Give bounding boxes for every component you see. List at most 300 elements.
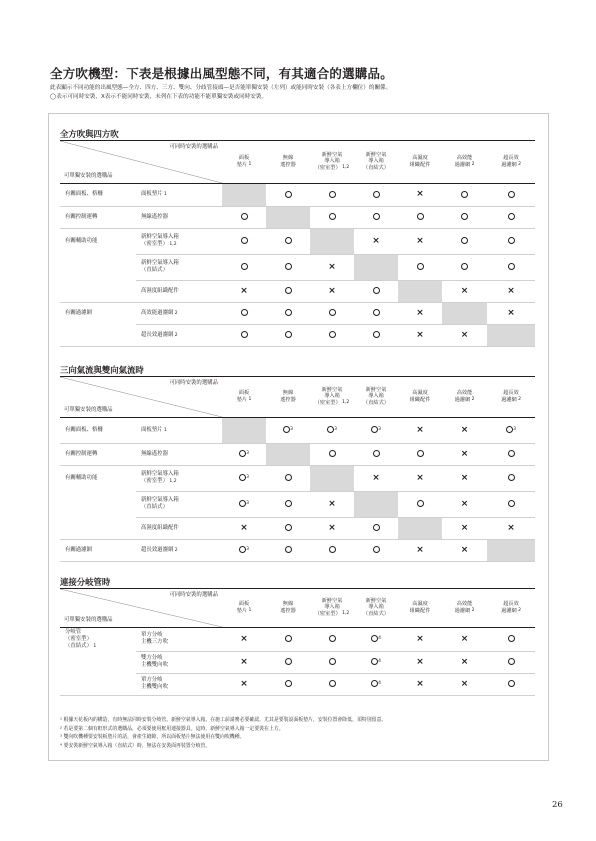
circle-mark — [285, 524, 292, 531]
column-header-line: 新鮮空氣 — [365, 151, 387, 158]
row-item-line: 單方分岐 — [141, 677, 163, 683]
table-row — [60, 302, 535, 324]
row-group-line: 有關控制運轉 — [65, 450, 98, 457]
row-item-label — [136, 517, 222, 539]
compat-table — [60, 141, 535, 347]
table-row — [60, 517, 535, 539]
row-item-label — [136, 302, 222, 324]
compat-cell — [310, 324, 354, 346]
circle-mark — [285, 309, 292, 316]
cross-mark: × — [460, 522, 469, 533]
compat-cell — [487, 417, 535, 443]
compat-cell — [266, 673, 310, 695]
compat-cell — [442, 443, 487, 465]
row-item-line: 超長效過濾網 — [141, 331, 174, 338]
compat-cell — [442, 491, 487, 517]
circle-mark — [285, 680, 292, 687]
compat-cell — [442, 517, 487, 539]
column-header — [222, 589, 266, 627]
circle-mark — [373, 213, 380, 220]
section-full-four-way — [60, 128, 535, 347]
column-header — [310, 589, 354, 627]
compat-cell — [222, 302, 266, 324]
superscript: 2 — [173, 547, 178, 553]
compat-cell — [266, 183, 310, 206]
compat-cell — [222, 324, 266, 346]
compat-cell — [487, 302, 535, 324]
cross-mark: × — [507, 522, 515, 533]
column-header-line: 組織配件 — [409, 607, 431, 614]
corner-header — [60, 589, 222, 627]
superscript: 2 — [470, 607, 475, 613]
compat-cell — [398, 183, 442, 206]
compat-cell — [354, 651, 398, 673]
compat-cell — [442, 280, 487, 302]
circle-mark — [241, 263, 248, 270]
circle-mark — [241, 331, 248, 338]
circle-mark — [371, 658, 378, 665]
circle-mark — [508, 474, 515, 481]
column-header-line: 無線 — [282, 155, 294, 162]
section-branch-pipe — [60, 576, 535, 696]
column-header — [222, 141, 266, 183]
circle-mark — [417, 263, 424, 270]
corner-bottom-label: 可單獨安裝的選購品 — [64, 172, 113, 179]
circle-mark — [285, 658, 292, 665]
superscript: 1 — [162, 192, 167, 197]
circle-mark — [329, 450, 336, 457]
column-header — [354, 377, 398, 417]
column-header-line: 導入箱 — [324, 393, 340, 400]
superscript: 2 — [173, 310, 178, 316]
compat-cell — [398, 228, 442, 254]
circle-mark — [283, 426, 290, 433]
table-row — [60, 324, 535, 346]
circle-mark — [285, 331, 292, 338]
column-header — [310, 377, 354, 417]
cross-mark: × — [416, 656, 424, 667]
compat-cell — [487, 206, 535, 228]
row-group-label — [60, 627, 136, 651]
circle-mark — [285, 191, 292, 198]
compat-cell — [442, 206, 487, 228]
table-row — [60, 183, 535, 206]
row-group-label — [60, 280, 136, 302]
superscript: 1,2 — [340, 165, 350, 171]
row-item-label — [136, 627, 222, 651]
compat-cell — [487, 228, 535, 254]
row-group-line: 分岐管 — [65, 628, 82, 635]
circle-mark — [285, 546, 292, 553]
column-header-line: 過濾網 — [454, 607, 471, 614]
compat-cell — [354, 417, 398, 443]
compat-cell — [266, 465, 310, 491]
compat-cell-na — [398, 517, 442, 539]
row-group-line: 有關面板、格柵 — [65, 426, 103, 433]
column-header — [487, 377, 535, 417]
circle-mark — [285, 474, 292, 481]
row-group-line: 有關輔助功能 — [65, 474, 98, 481]
cross-mark: × — [328, 285, 336, 296]
row-item-label — [136, 183, 222, 206]
compat-cell — [310, 651, 354, 673]
compat-cell — [442, 673, 487, 695]
column-header-line: 組織配件 — [409, 161, 431, 168]
compat-cell — [442, 627, 487, 651]
circle-mark — [508, 213, 515, 220]
row-group-line: 有關過濾網 — [65, 309, 92, 316]
compat-cell — [442, 539, 487, 561]
compat-cell — [398, 443, 442, 465]
row-item-line: 新鮮空氣導入箱 — [141, 234, 179, 240]
compat-cell — [266, 539, 310, 561]
column-header-line: （直結式） — [363, 400, 389, 407]
column-header — [398, 141, 442, 183]
row-group-line: 有關面板、格柵 — [65, 191, 103, 197]
column-header-line: 高效能 — [456, 155, 473, 162]
row-group-label — [60, 206, 136, 228]
column-header — [398, 377, 442, 417]
superscript: 1 — [247, 607, 252, 613]
circle-mark — [508, 450, 515, 457]
circle-mark — [329, 191, 336, 198]
column-header-line: 無線 — [282, 390, 294, 397]
cross-mark: × — [416, 424, 424, 435]
column-header-line: 導入箱 — [368, 393, 384, 400]
column-header-line: 高濕度 — [412, 155, 428, 162]
table-row — [60, 417, 535, 443]
column-header-line: 超長效 — [503, 155, 519, 162]
cross-mark: × — [416, 235, 424, 246]
column-header-line: 導入箱 — [324, 604, 340, 611]
cross-mark: × — [460, 678, 469, 689]
circle-mark — [461, 237, 468, 244]
compat-cell — [398, 651, 442, 673]
circle-mark — [285, 500, 292, 507]
compat-cell — [487, 465, 535, 491]
column-header — [266, 141, 310, 183]
superscript: 3 — [290, 427, 293, 432]
section-title: 全方吹與四方吹 — [60, 128, 535, 141]
compat-cell-na — [398, 280, 442, 302]
cross-mark: × — [507, 285, 515, 296]
superscript: 4 — [378, 681, 381, 686]
row-group-label — [60, 539, 136, 561]
circle-mark — [508, 191, 515, 198]
circle-mark — [371, 680, 378, 687]
row-item-line: 無線遙控器 — [141, 450, 168, 457]
circle-mark — [285, 263, 292, 270]
compat-cell-na — [310, 228, 354, 254]
circle-mark — [241, 213, 248, 220]
compat-cell — [442, 254, 487, 280]
superscript: 3 — [246, 547, 249, 552]
compat-cell — [398, 491, 442, 517]
row-group-line: （直結式） — [65, 642, 92, 649]
circle-mark — [373, 524, 380, 531]
circle-mark — [417, 213, 424, 220]
compat-cell — [266, 651, 310, 673]
circle-mark — [239, 500, 246, 507]
cross-mark: × — [416, 329, 424, 340]
compat-cell — [266, 491, 310, 517]
column-header-line: 過濾網 — [501, 161, 517, 168]
column-header-line: 組織配件 — [409, 396, 431, 403]
row-item-label — [136, 673, 222, 695]
circle-mark — [239, 450, 246, 457]
compat-cell — [310, 491, 354, 517]
circle-mark — [241, 309, 248, 316]
page-title: 全方吹機型：下表是根據出風型態不同，有其適合的選購品。 — [50, 66, 393, 81]
circle-mark — [239, 474, 246, 481]
compat-cell — [354, 206, 398, 228]
column-header-line: 新鮮空氣 — [321, 386, 343, 393]
superscript: 1 — [162, 427, 167, 433]
compat-cell — [354, 228, 398, 254]
compat-cell — [222, 491, 266, 517]
cross-mark: × — [416, 633, 424, 644]
compat-cell — [266, 254, 310, 280]
circle-mark — [285, 635, 292, 642]
compat-cell — [310, 539, 354, 561]
column-header-line: （密室型） — [314, 611, 341, 618]
column-header-line: （直結式） — [363, 165, 389, 172]
footnotes — [60, 716, 530, 750]
compat-cell — [398, 302, 442, 324]
cross-mark: × — [416, 544, 424, 555]
compat-cell — [310, 254, 354, 280]
page-number: 26 — [552, 800, 563, 810]
compat-cell — [222, 254, 266, 280]
column-header-line: 新鮮空氣 — [321, 597, 343, 604]
row-group-label — [60, 443, 136, 465]
compat-cell — [398, 627, 442, 651]
column-header-line: （密室型） — [314, 165, 341, 172]
superscript: 3 — [246, 451, 249, 456]
footnote: ² 若是要第二個有框形式的選購品，必須要使用框用連接器具。這時，新鮮空氣導入箱一定要裝在上方。 — [60, 725, 284, 732]
circle-mark — [461, 213, 468, 220]
row-item-label — [136, 206, 222, 228]
column-header-line: （密室型） — [314, 400, 341, 407]
circle-mark — [373, 309, 380, 316]
circle-mark — [506, 426, 513, 433]
row-group-label — [60, 302, 136, 324]
column-header-line: 超長效 — [503, 601, 519, 608]
compat-cell — [310, 673, 354, 695]
column-header — [266, 377, 310, 417]
row-item-line: 面板墊片 — [141, 191, 163, 197]
compat-cell — [354, 465, 398, 491]
compat-cell — [222, 228, 266, 254]
column-header-line: 高效能 — [456, 390, 473, 397]
column-header-line: 墊片 — [236, 396, 248, 403]
column-header-line: 無線 — [282, 601, 294, 608]
circle-mark — [371, 635, 378, 642]
column-header-line: 高效能 — [456, 601, 473, 608]
column-header-line: 面板 — [238, 390, 250, 397]
cross-mark: × — [507, 307, 515, 318]
circle-mark — [371, 426, 378, 433]
compat-cell — [310, 417, 354, 443]
row-group-label — [60, 324, 136, 346]
compat-cell — [222, 673, 266, 695]
cross-mark: × — [416, 472, 424, 483]
corner-header — [60, 141, 222, 183]
row-group-label — [60, 491, 136, 517]
compat-cell — [310, 517, 354, 539]
row-item-line: 超長效過濾網 — [141, 546, 174, 553]
superscript: 4 — [378, 636, 381, 641]
row-item-line: 主機雙向吹 — [141, 684, 168, 690]
cross-mark: × — [240, 285, 248, 296]
compat-cell — [222, 517, 266, 539]
column-header-line: 高濕度 — [412, 601, 428, 608]
compat-cell — [310, 183, 354, 206]
circle-mark — [461, 191, 468, 198]
table-row — [60, 206, 535, 228]
circle-mark — [329, 635, 336, 642]
compat-cell — [354, 443, 398, 465]
column-header-line: 超長效 — [503, 390, 519, 397]
circle-mark — [461, 263, 468, 270]
compat-cell-na — [222, 183, 266, 206]
compat-cell — [442, 183, 487, 206]
column-header-line: 過濾網 — [454, 396, 471, 403]
column-header — [442, 141, 487, 183]
column-header — [266, 589, 310, 627]
circle-mark — [373, 191, 380, 198]
row-item-line: 面板墊片 — [141, 426, 163, 433]
circle-mark — [417, 500, 424, 507]
footnote: ³ 雙向吹機種要安裝板墊片的話，會產生縫隙，所以面板墊片無法使用在雙向吹機種。 — [60, 734, 245, 740]
table-row — [60, 627, 535, 651]
compat-cell-na — [266, 206, 310, 228]
intro-line: ◯表示可同時安裝，X表示不能同時安裝，未列在下表的功能不能單獨安裝或同時安裝。 — [50, 93, 268, 100]
circle-mark — [329, 546, 336, 553]
superscript: 3 — [378, 427, 381, 432]
compat-cell — [354, 324, 398, 346]
compat-cell — [310, 443, 354, 465]
header-row — [60, 377, 535, 417]
column-header-line: 過濾網 — [501, 607, 517, 614]
row-group-label — [60, 465, 136, 491]
row-group-line: 有關過濾網 — [65, 546, 92, 553]
circle-mark — [329, 331, 336, 338]
compat-cell — [310, 206, 354, 228]
column-header — [398, 589, 442, 627]
cross-mark: × — [460, 329, 469, 340]
table-row — [60, 280, 535, 302]
compat-cell — [487, 627, 535, 651]
cross-mark: × — [328, 261, 336, 272]
row-item-line: 主機雙向吹 — [141, 662, 168, 668]
compat-cell-na — [310, 465, 354, 491]
superscript: 4 — [378, 659, 381, 664]
compat-cell — [398, 254, 442, 280]
superscript: 1,2 — [167, 242, 177, 247]
superscript: 3 — [246, 501, 249, 506]
compat-cell — [266, 324, 310, 346]
compat-cell — [398, 673, 442, 695]
column-header — [354, 141, 398, 183]
compat-cell-na — [354, 254, 398, 280]
row-group-line: 有關控制運轉 — [65, 213, 98, 220]
compat-cell — [266, 517, 310, 539]
section-three-two-way — [60, 364, 535, 562]
compat-cell — [442, 465, 487, 491]
table-row — [60, 673, 535, 695]
row-item-line: 高效能過濾網 — [141, 309, 174, 316]
compat-cell — [398, 206, 442, 228]
table-row — [60, 465, 535, 491]
row-item-label — [136, 443, 222, 465]
column-header-line: 過濾網 — [501, 396, 517, 403]
circle-mark — [329, 680, 336, 687]
column-header-line: 墊片 — [236, 607, 248, 614]
compat-cell — [266, 228, 310, 254]
superscript: 1 — [91, 643, 97, 649]
compat-cell — [222, 539, 266, 561]
compat-cell — [266, 627, 310, 651]
column-header-line: 新鮮空氣 — [365, 597, 387, 604]
circle-mark — [329, 658, 336, 665]
column-header-line: 面板 — [238, 155, 250, 162]
cross-mark: × — [416, 678, 424, 689]
circle-mark — [508, 500, 515, 507]
superscript: 1,2 — [167, 479, 177, 484]
row-item-line: 無線遙控器 — [141, 213, 168, 220]
row-item-label — [136, 417, 222, 443]
compat-cell-na — [222, 417, 266, 443]
header-row — [60, 589, 535, 627]
compat-cell — [487, 280, 535, 302]
circle-mark — [373, 450, 380, 457]
circle-mark — [241, 237, 248, 244]
superscript: 2 — [516, 396, 521, 402]
table-row — [60, 539, 535, 561]
cross-mark: × — [240, 633, 248, 644]
column-header — [442, 377, 487, 417]
superscript: 2 — [516, 161, 521, 167]
compat-cell — [310, 302, 354, 324]
cross-mark: × — [240, 522, 248, 533]
row-group-label — [60, 673, 136, 695]
compat-cell — [487, 491, 535, 517]
circle-mark — [508, 658, 515, 665]
row-item-label — [136, 324, 222, 346]
circle-mark — [285, 237, 292, 244]
row-item-label — [136, 465, 222, 491]
cross-mark: × — [460, 472, 469, 483]
row-item-line: 單方分岐 — [141, 632, 163, 638]
row-item-line: 新鮮空氣導入箱 — [141, 497, 179, 503]
column-header-line: 導入箱 — [324, 158, 340, 165]
circle-mark — [285, 287, 292, 294]
compat-cell — [398, 465, 442, 491]
row-item-label — [136, 254, 222, 280]
superscript: 1 — [247, 161, 252, 167]
compat-cell — [442, 324, 487, 346]
row-item-line: 主機三方吹 — [141, 639, 168, 645]
cross-mark: × — [416, 189, 424, 199]
compat-cell — [222, 206, 266, 228]
compat-cell — [487, 673, 535, 695]
cross-mark: × — [416, 307, 424, 318]
superscript: 2 — [470, 396, 475, 402]
table-row — [60, 254, 535, 280]
row-group-label — [60, 417, 136, 443]
row-group-label — [60, 517, 136, 539]
